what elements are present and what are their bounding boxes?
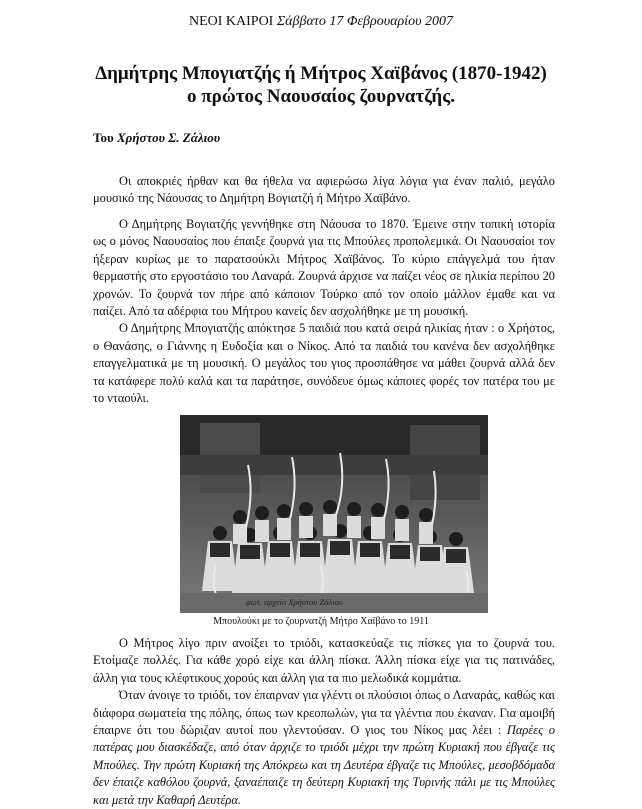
- byline: [93, 130, 220, 146]
- paragraph-biography: Ο Δημήτρης Βογιατζής γεννήθηκε στη Νάουσα το 1870. Έμεινε στην τοπική ιστορία ως ο μόνος Ναουσαίος που έπαιξε ζουρνά για τις Μπούλες προπολεμικά. Οι Ναουσαίοι τον ήξεραν κυρίως με το παρατσούκλι Μήτρος Χαϊβάνος. Το κύριο επάγγελμά του ήταν θερμαστής στο εργοστάσιο του Λαναρά. Ζουρνά άρχισε να παίζει νέος σε ηλικία περίπου 20 χρονών. Το ζουρνά τον πήρε από κάποιον Τούρκο από τον οποίο μάλλον έμαθε και να παίζει. Από τα αδέρφια του Μήτρου κανείς δεν ασχολήθηκε με τη μουσική.: [93, 217, 555, 319]
- issue-date: Σάββατο 17 Φεβρουαρίου 2007: [276, 14, 454, 29]
- article-title-line-2: ο πρώτος Ναουσαίος ζουρνατζής.: [187, 86, 455, 107]
- paragraph-intro: Οι αποκριές ήρθαν και θα ήθελα να αφιερώσω λίγα λόγια για έναν παλιό, μεγάλο μουσικό της Νάουσας το Δημήτρη Βογιατζή ή Μήτρο Χαϊβάνο.: [93, 174, 555, 206]
- paragraph-celebrations: [93, 687, 555, 809]
- article-title-line-1: Δημήτρης Μπογιατζής ή Μήτρος Χαϊβάνος (1870-1942): [95, 63, 547, 84]
- masthead: [0, 14, 642, 30]
- paragraph-celebrations-text: Όταν άνοιγε το τριόδι, τον έπαιρναν για γλέντι οι πλούσιοι όπως ο Λαναράς, καθώς και διάφορα σωματεία της πόλης, όπως των κρεοπωλών, για τα γλέντια που έκαναν. Για αμοιβή έπαιρνε ότι του δώριζαν αυτοί που γλεντούσαν. Ο γιος του Νίκος μας λέει :: [93, 688, 555, 738]
- paragraph-piskes: Ο Μήτρος λίγο πριν ανοίξει το τριόδι, κατασκεύαζε τις πίσκες για το ζουρνά του. Ετοίμαζε πολλές. Για κάθε χορό είχε και άλλη πίσκα. Άλλη πίσκα είχε για τις πατινάδες, άλλη για τους κλέφτικους χορούς και άλλη για τα πιο μελωδικά κομμάτια.: [93, 636, 555, 685]
- paragraph-children: Ο Δημήτρης Μπογιατζής απόκτησε 5 παιδιά που κατά σειρά ηλικίας ήταν : ο Χρήστος, ο Θανάσης, ο Γιάννης η Ευδοξία και ο Νίκος. Από τα παιδιά του κανένα δεν ασχολήθηκε επαγγελματικά με τη μουσική. Ο μεγάλος του γιος προσπάθησε να μάθει ζουρνά αλλά δεν τα κατάφερε πολύ καλά και τα παράτησε, συνόδευε όμως κάποιες φορές τον πατέρα του με το νταούλι.: [93, 321, 555, 406]
- son-quote: Παρέες ο πατέρας μου διασκέδαζε, από όταν άρχιζε το τριόδι μέχρι την πρώτη Κυριακή που έβγαζε τις Μπούλες. Την πρώτη Κυριακή της Απόκρεω και τη Δευτέρα έβγαζε τις Μπούλες, μεσοβδόμαδα δεν έπαιζε καθόλου ζουρνά, ξαναέπαιζε τη δεύτερη Κυριακή της Τυρινής πάλι με τις Μπούλες και μετά την Καθαρή Δευτέρα.: [93, 723, 555, 807]
- byline-prefix: Του: [93, 130, 114, 145]
- newspaper-name: ΝΕΟΙ ΚΑΙΡΟΙ: [188, 14, 274, 29]
- article-title: [40, 62, 602, 108]
- biography-paragraph-block: [93, 216, 555, 407]
- photo-caption: Μπουλούκι με το ζουρνατζή Μήτρο Χαϊβάνο το 1911: [213, 616, 429, 627]
- intro-paragraph-block: [93, 173, 555, 208]
- photo-credit: φωτ. αρχείο Χρήστου Ζάλιου: [246, 597, 343, 607]
- historical-group-photo: [180, 415, 488, 613]
- author-name: Χρήστου Σ. Ζάλιου: [117, 130, 221, 145]
- closing-paragraph-block: [93, 635, 555, 809]
- group-photo-illustration: [180, 415, 488, 613]
